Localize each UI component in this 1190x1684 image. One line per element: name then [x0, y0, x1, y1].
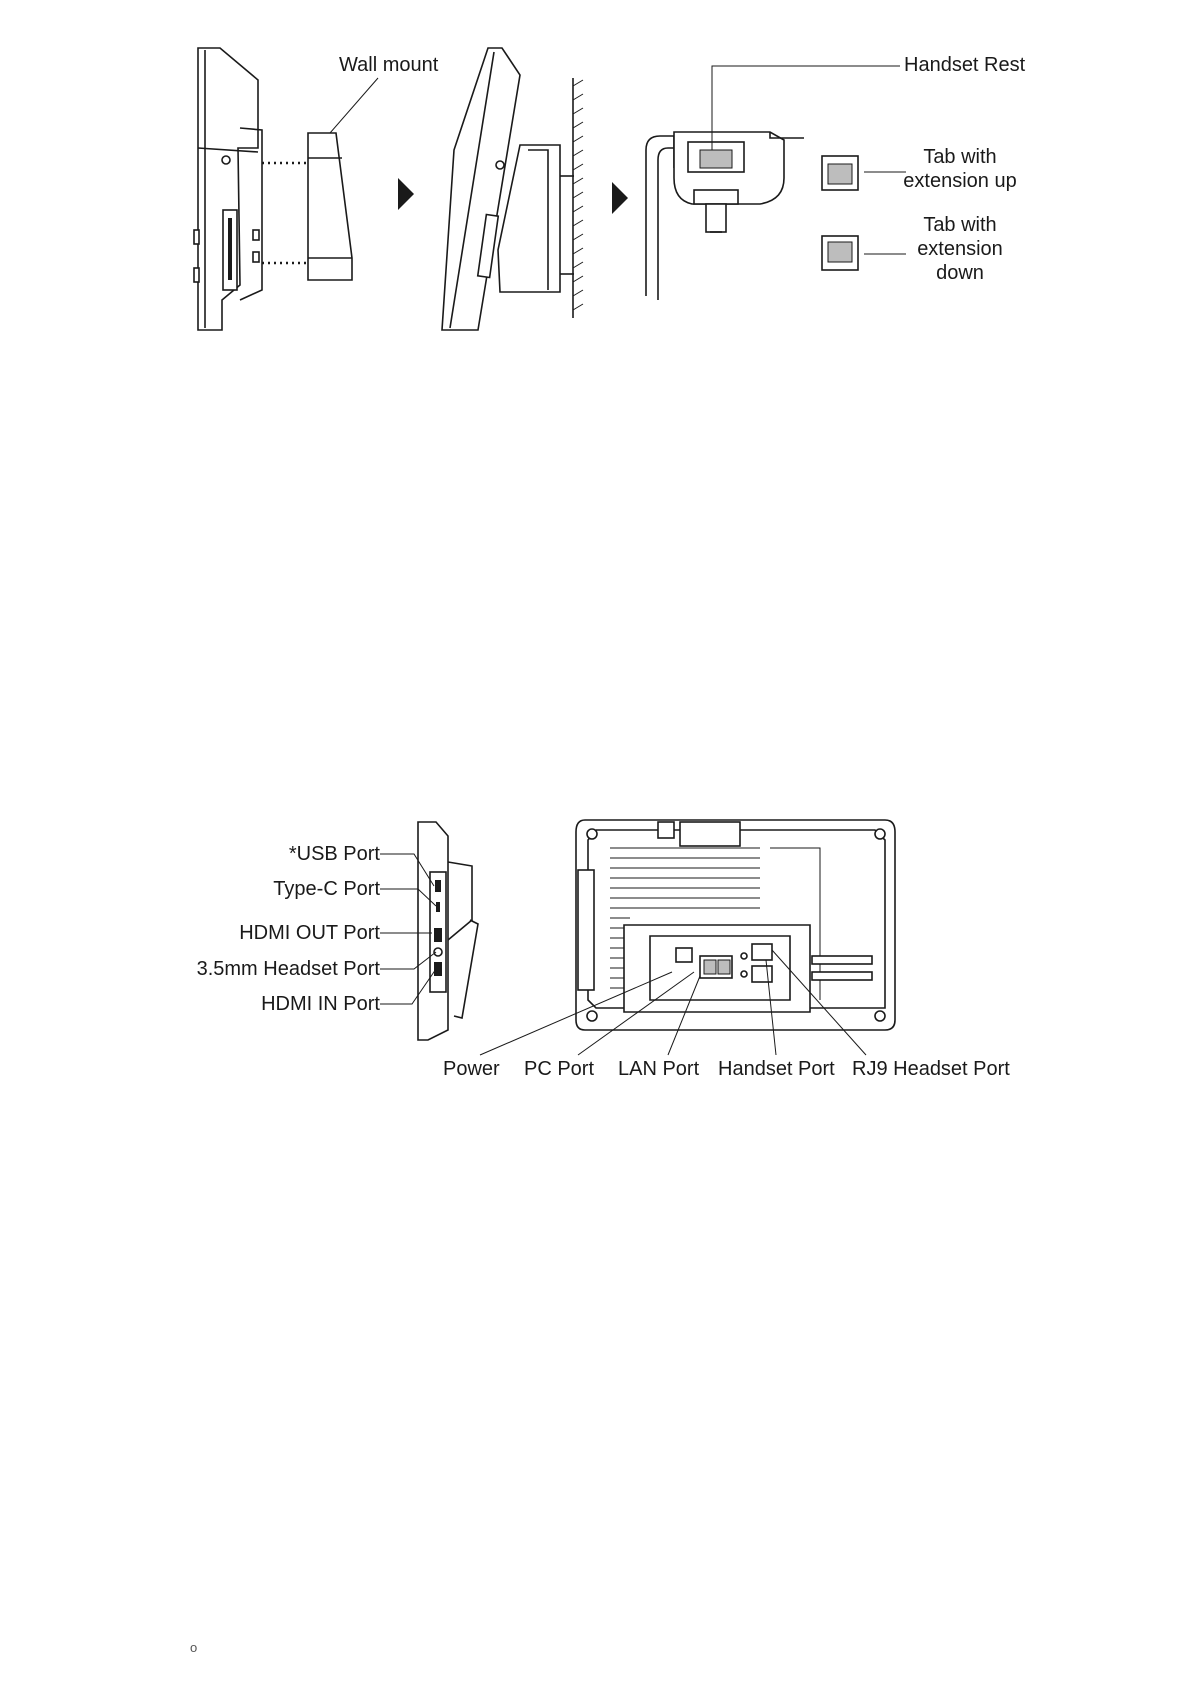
- phone-mounted-view: [442, 48, 574, 330]
- tab-extension-down-label-line2: extension: [917, 238, 1003, 260]
- phone-back-view: [576, 820, 895, 1030]
- arrow-right-icon: [612, 182, 628, 214]
- lan-port-label: LAN Port: [618, 1058, 700, 1080]
- handset-rest-closeup: [646, 132, 804, 300]
- hdmi-in-port-label: HDMI IN Port: [261, 993, 380, 1015]
- phone-side-ports-view: [418, 822, 478, 1040]
- usb-port-label: *USB Port: [288, 843, 380, 865]
- tab-extension-down-label: [900, 213, 1020, 285]
- hdmi-out-port-label: HDMI OUT Port: [239, 922, 380, 944]
- tab-extension-down-label-line1: Tab with: [923, 214, 997, 236]
- tab-extension-up-label: [900, 145, 1020, 193]
- wall-mount-bracket: [308, 133, 352, 280]
- handset-port-label: Handset Port: [718, 1058, 835, 1080]
- tab-extension-down-label-line3: down: [936, 262, 984, 284]
- headset-35mm-port-label: 3.5mm Headset Port: [196, 958, 380, 980]
- tab-extension-up-label-line2: extension up: [903, 170, 1017, 192]
- tab-extension-up-icon: [822, 156, 858, 190]
- arrow-right-icon: [398, 178, 414, 210]
- phone-side-view-1: [194, 48, 262, 330]
- wall: [573, 78, 583, 318]
- power-port-label: Power: [443, 1058, 500, 1080]
- tab-extension-down-icon: [822, 236, 858, 270]
- rj9-headset-port-label: RJ9 Headset Port: [852, 1058, 1010, 1080]
- footer-mark: o: [190, 1640, 198, 1655]
- handset-rest-label: Handset Rest: [904, 54, 1026, 76]
- pc-port-label: PC Port: [524, 1058, 595, 1080]
- tab-extension-up-label-line1: Tab with: [923, 146, 997, 168]
- wall-mount-label: Wall mount: [339, 54, 439, 76]
- type-c-port-label: Type-C Port: [273, 878, 380, 900]
